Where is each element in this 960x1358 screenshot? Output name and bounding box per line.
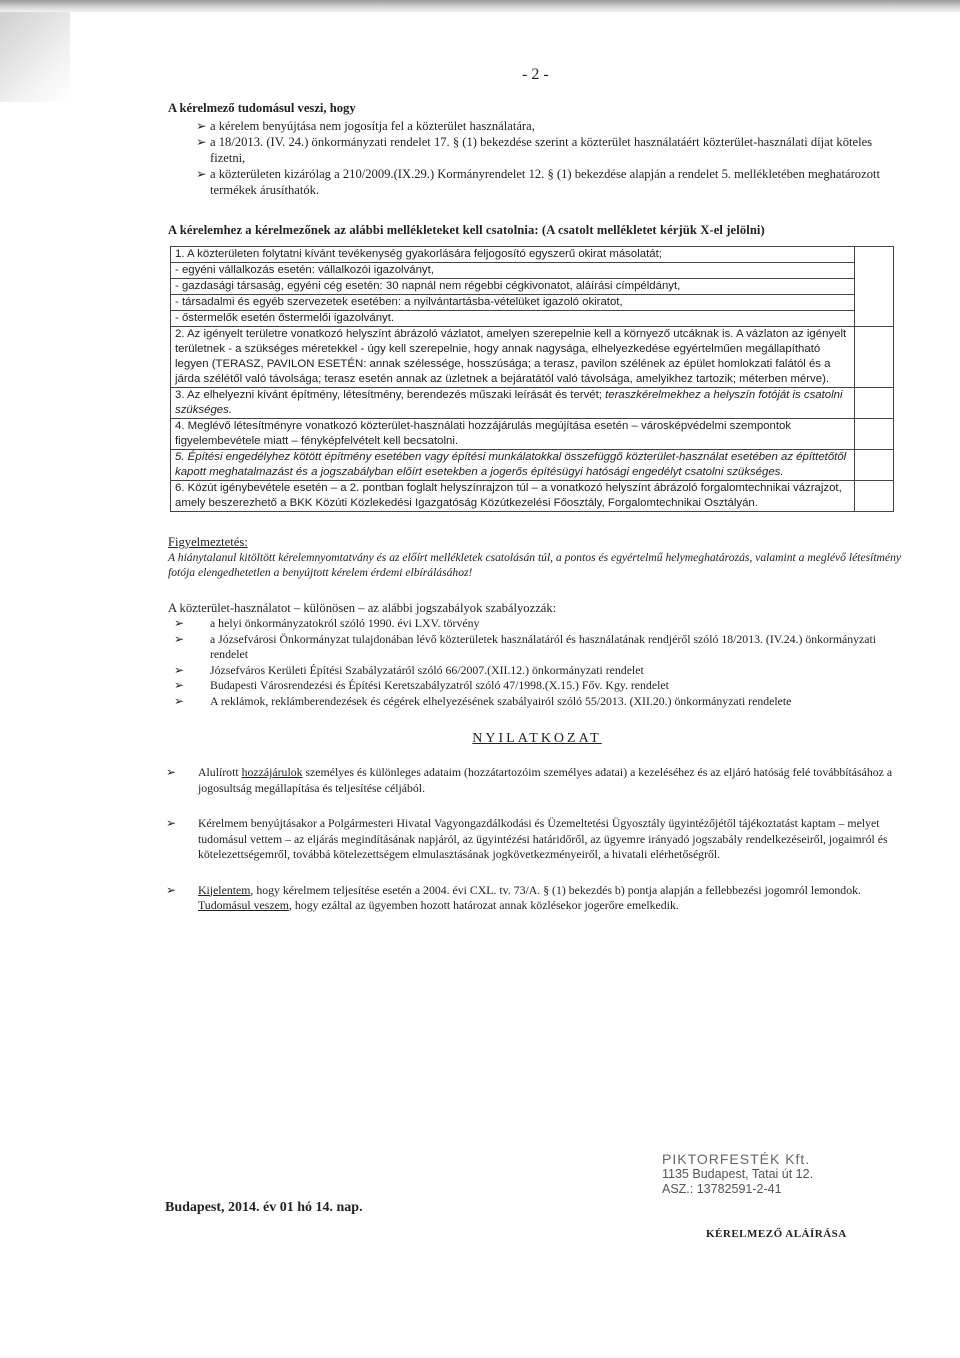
document-body <box>168 100 906 934</box>
laws-list <box>168 616 906 709</box>
stamp-tax-number: ASZ.: 13782591-2-41 <box>662 1182 782 1196</box>
attachment-text: - őstermelők esetén őstermelői igazolványt. <box>171 311 855 327</box>
attachment-check-box[interactable] <box>855 481 894 512</box>
list-item: ➢ Alulírott hozzájárulok személyes és különleges adataim (hozzátartozóim személyes adatai) a kezeléséhez és az eljáró hatóság felé továbbításához a jogosultság megállapítása és teljesítése céljából. <box>166 765 893 795</box>
signature-label: KÉRELMEZŐ ALÁÍRÁSA <box>706 1228 847 1240</box>
list-item: ➢ Józsefváros Kerületi Építési Szabályzatáról szóló 66/2007.(XII.12.) önkormányzati rendelet <box>174 662 644 677</box>
attachment-text: 4. Meglévő létesítményre vonatkozó közterület-használati hozzájárulás megújítása esetén – városképvédelmi szempontok figyelembevétele miatt – fényképfelvételt kell becsatolni. <box>171 419 855 450</box>
arrow-bullet-icon: ➢ <box>174 693 184 708</box>
attachment-check-box[interactable] <box>855 419 894 450</box>
list-item: ➢ Budapesti Városrendezési és Építési Keretszabályzatról szóló 47/1998.(X.15.) Főv. Kgy. rendelet <box>174 678 669 692</box>
attachment-check-box[interactable] <box>855 450 894 481</box>
laws-intro: A közterület-használatot – különösen – az alábbi jogszabályok szabályozzák: <box>168 601 557 615</box>
table-row <box>171 419 894 450</box>
attachment-check-box[interactable] <box>855 388 894 419</box>
warning-title: Figyelmeztetés: <box>168 535 248 549</box>
scan-corner <box>0 12 70 102</box>
list-item: ➢ Kérelmem benyújtásakor a Polgármesteri Hivatal Vagyongazdálkodási és Üzemeltetési Ügyosztály ügyintézőjétől tájékoztatást kaptam – melyet tudomásul vettem – az eljárás megindításának napjáról, az ügyintézési határidőről, az ügyemre irányadó jogszabály rendelkezéseiről, jogaimról és kötelezettségemről, továbbá kötelezettségem elmulasztásának jogkövetkezményeiről, a hivatali elérhetőségről. <box>166 816 888 861</box>
list-item: ➢ a helyi önkormányzatokról szóló 1990. évi LXV. törvény <box>174 616 480 630</box>
attachment-text: 1. A közterületen folytatni kívánt tevékenység gyakorlására feljogosító egyszerű okirat másolatát; <box>171 247 855 263</box>
intro-heading: A kérelmező tudomásul veszi, hogy <box>168 101 356 115</box>
attachment-text: 6. Közút igénybevétele esetén – a 2. pontban foglalt helyszínrajzon túl – a vonatkozó helyszínt ábrázoló forgalomtechnikai vázrajzot, amely beszerezhető a BKK Közúti Közlekedési Igazgatóság Közútkezelési Főosztály, Forgalomtechnikai Osztályán. <box>171 481 855 512</box>
attachments-table <box>170 246 894 512</box>
arrow-bullet-icon: ➢ <box>166 816 176 830</box>
list-item: ➢ a 18/2013. (IV. 24.) önkormányzati rendelet 17. § (1) bekezdése szerint a közterület használatáért közterület-használati díjat köteles fizetni, <box>196 135 873 165</box>
warning-block <box>168 534 906 580</box>
list-item: ➢ a közterületen kizárólag a 210/2009.(IX.29.) Kormányrendelet 12. § (1) bekezdése alapján a rendelet 5. mellékletében meghatározott termékek árusíthatók. <box>196 167 880 197</box>
attachment-check-box[interactable] <box>855 247 894 327</box>
table-row <box>171 327 894 388</box>
arrow-bullet-icon: ➢ <box>174 662 184 677</box>
arrow-bullet-icon: ➢ <box>196 119 207 133</box>
arrow-bullet-icon: ➢ <box>174 631 184 646</box>
attachments-heading: A kérelemhez a kérelmezőnek az alábbi mellékleteket kell csatolnia: (A csatolt mellékletet kérjük X-el jelölni) <box>168 223 765 237</box>
scan-edge <box>0 0 960 12</box>
table-row <box>171 295 894 311</box>
table-row <box>171 247 894 263</box>
table-row <box>171 481 894 512</box>
attachment-italic-note: teraszkérelmekhez a helyszín fotóját is csatolni szükséges. <box>175 389 843 416</box>
attachment-text: - gazdasági társaság, egyéni cég esetén: 30 napnál nem régebbi cégkivonatot, aláírási címpéldányt, <box>171 279 855 295</box>
page-number: - 2 - <box>522 66 549 83</box>
list-item: ➢ A reklámok, reklámberendezések és cégérek elhelyezésének szabályairól szóló 55/2013. (XII.20.) önkormányzati rendelete <box>174 693 792 708</box>
table-row <box>171 263 894 279</box>
table-row <box>171 279 894 295</box>
declaration-title: NYILATKOZAT <box>472 731 602 746</box>
list-item: ➢ a Józsefvárosi Önkormányzat tulajdonában lévő közterületek használatáról és használatának rendjéről szóló 18/2013. (IV.24.) önkormányzati rendelet <box>174 631 877 661</box>
warning-text: A hiánytalanul kitöltött kérelemnyomtatvány és az előírt mellékletek csatolásán túl, a pontos és egyértelmű helymeghatározás, valamint a meglévő létesítmény fotója elengedhetetlen a benyújtott kérelem érdemi elbírálásához! <box>168 551 902 579</box>
attachment-text: 2. Az igényelt területre vonatkozó helyszínt ábrázoló vázlatot, amelyen szerepelnie kell a környező utcáknak is. A vázlaton az igényelt területnek - a szükséges méretekkel - úgy kell szerepelnie, hogy annak nagysága, elhelyezkedése egyértelműen megállapítható legyen (TERASZ, PAVILON ESETÉN: annak szélessége, hosszúsága; a terasz, pavilon szélének az épület homlokzati falától és a járda szélétől való távolsága; terasz esetén annak az üzletnek a bejáratától való távolsága, amelyikhez tartozik; méterben mérve). <box>171 327 855 388</box>
table-row <box>171 450 894 481</box>
attachment-text: - társadalmi és egyéb szervezetek esetében: a nyilvántartásba-vételüket igazoló okiratot, <box>171 295 855 311</box>
arrow-bullet-icon: ➢ <box>166 765 176 779</box>
attachment-text: 5. Építési engedélyhez kötött építmény esetében vagy építési munkálatokkal összefüggő közterület-használat esetében az építtetőtől kapott meghatalmazást és a jogszabályban előírt esetekben a jogerős építésügyi hatósági engedélyt csatolni szükséges. <box>171 450 855 481</box>
attachment-check-box[interactable] <box>855 327 894 388</box>
table-row <box>171 311 894 327</box>
list-item: ➢ Kijelentem, hogy kérelmem teljesítése esetén a 2004. évi CXL. tv. 73/A. § (1) bekezdés b) pontja alapján a fellebbezési jogomról lemondok. Tudomásul veszem, hogy ezáltal az ügyemben hozott határozat annak közlésekor jogerőre emelkedik. <box>166 882 861 912</box>
attachment-text: - egyéni vállalkozás esetén: vállalkozói igazolványt, <box>171 263 855 279</box>
stamp-company: PIKTORFESTÉK Kft. <box>662 1151 811 1167</box>
intro-list <box>168 118 906 198</box>
declaration-list <box>168 765 906 914</box>
company-stamp <box>662 1152 882 1197</box>
list-item: ➢ a kérelem benyújtása nem jogosítja fel a közterület használatára, <box>196 119 535 133</box>
table-row <box>171 388 894 419</box>
arrow-bullet-icon: ➢ <box>166 882 176 897</box>
place-date: Budapest, 2014. év 01 hó 14. nap. <box>165 1200 363 1215</box>
attachment-text: 3. Az elhelyezni kívánt építmény, létesítmény, berendezés műszaki leírását és tervét; teraszkérelmekhez a helyszín fotóját is csatolni szükséges. <box>171 388 855 419</box>
stamp-address: 1135 Budapest, Tatai út 12. <box>662 1167 814 1181</box>
arrow-bullet-icon: ➢ <box>174 616 184 630</box>
arrow-bullet-icon: ➢ <box>196 135 207 149</box>
arrow-bullet-icon: ➢ <box>174 678 184 692</box>
arrow-bullet-icon: ➢ <box>196 167 207 181</box>
